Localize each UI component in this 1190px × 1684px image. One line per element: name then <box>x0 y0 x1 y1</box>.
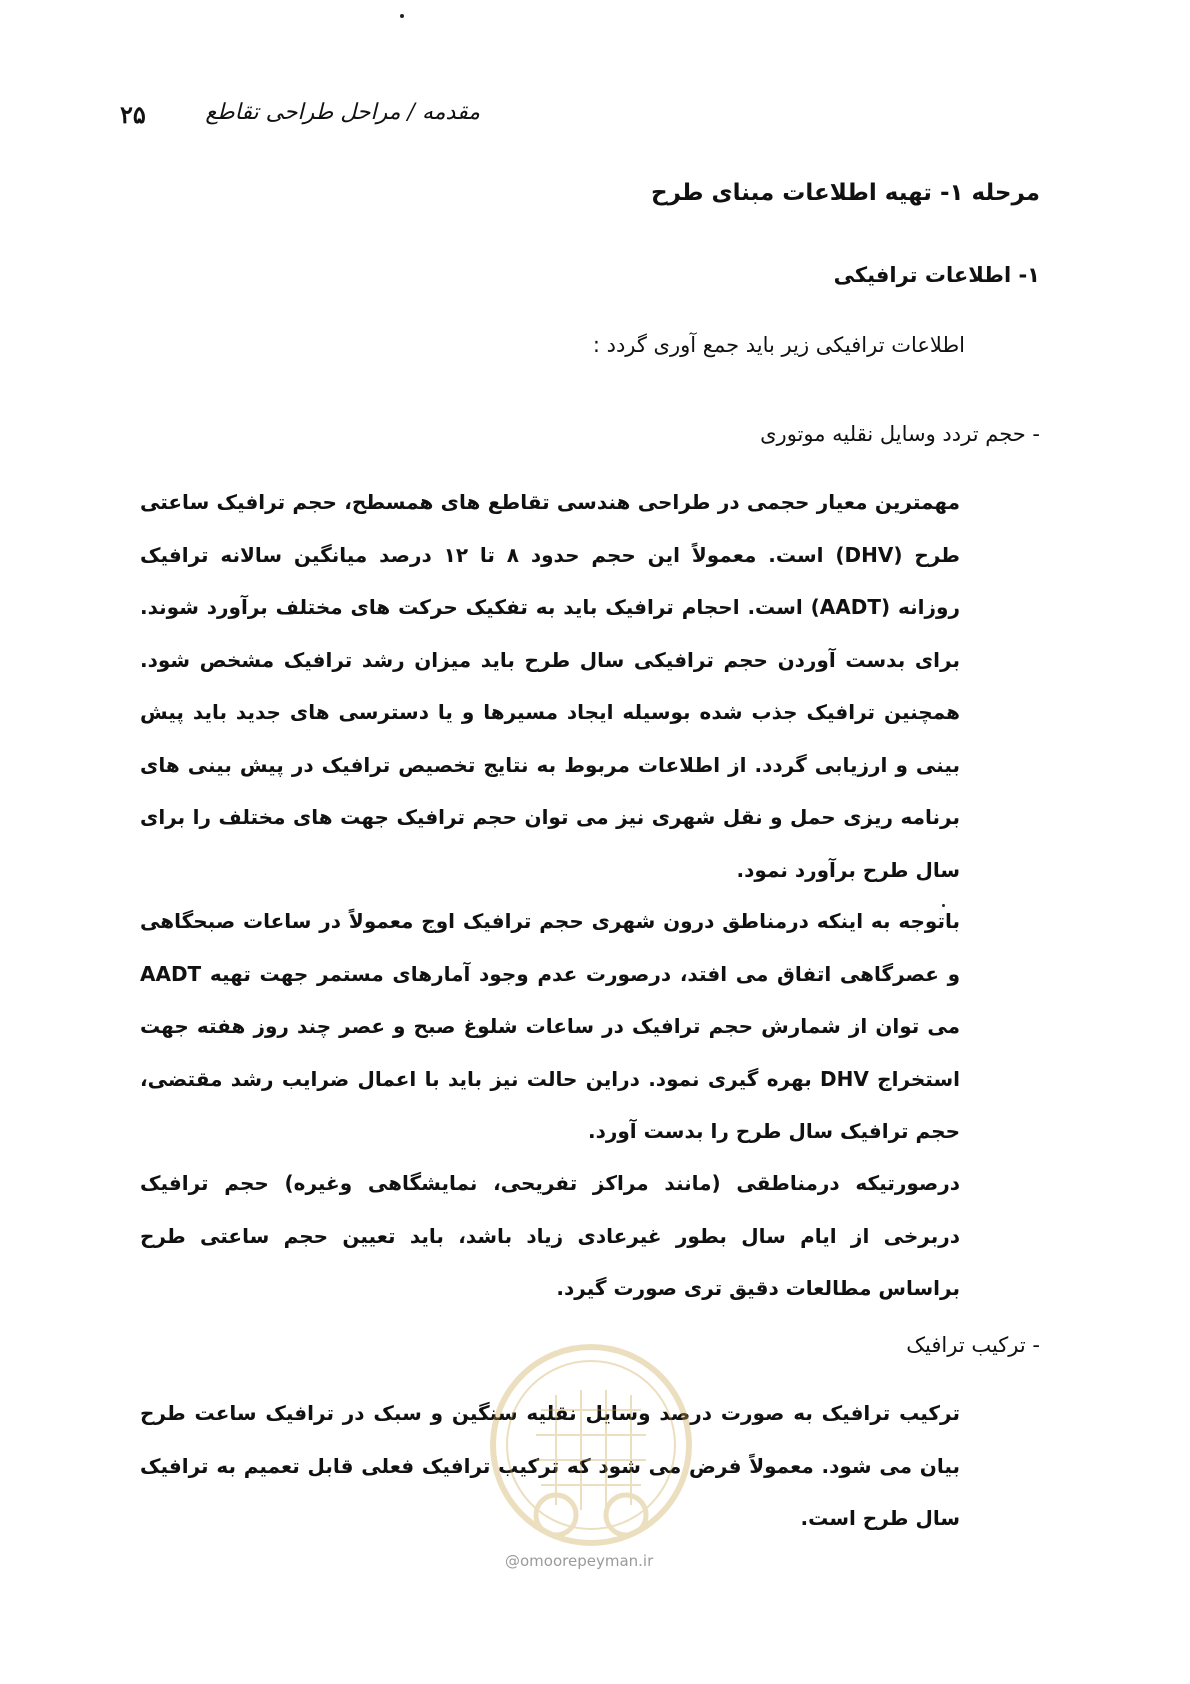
paragraph-special-areas: درصورتیکه درمناطقی (مانند مراکز تفریحی، نمایشگاهی وغیره) حجم ترافیک دربرخی از ایام سال بطور غیرعادی زیاد باشد، باید تعیین حجم ساعتی طرح براساس مطالعات دقیق تری صورت گیرد. <box>140 1171 960 1300</box>
running-header <box>120 100 480 140</box>
paragraph-design-hourly-volume: مهمترین معیار حجمی در طراحی هندسی تقاطع های همسطح، حجم ترافیک ساعتی طرح (DHV) است. معمولاً این حجم حدود ۸ تا ۱۲ درصد میانگین سالانه ترافیک روزانه (AADT) است. احجام ترافیک باید به تفکیک حرکت های مختلف برآورد شوند. برای بدست آوردن حجم ترافیکی سال طرح باید میزان رشد ترافیک مشخص شود. همچنین ترافیک جذب شده بوسیله ایجاد مسیرها و یا دسترسی های جدید باید پیش بینی و ارزیابی گردد. از اطلاعات مربوط به نتایج تخصیص ترافیک در پیش بینی های برنامه ریزی حمل و نقل شهری نیز می توان حجم ترافیک جهت های مختلف را برای سال طرح برآورد نمود. <box>140 490 961 882</box>
intro-line: اطلاعات ترافیکی زیر باید جمع آوری گردد : <box>592 333 965 357</box>
bullet-motor-vehicle-volume: - حجم تردد وسایل نقلیه موتوری <box>760 422 1040 446</box>
watermark-logo-icon <box>486 1340 696 1560</box>
section-heading: ۱- اطلاعات ترافیکی <box>833 263 1040 287</box>
running-header-title: مقدمه / مراحل طراحی تقاطع <box>205 100 480 125</box>
bullet-traffic-composition: - ترکیب ترافیک <box>906 1333 1040 1357</box>
paragraph-peak-hour-counting: باتوجه به اینکه درمناطق درون شهری حجم ترافیک اوج معمولاً در ساعات صبحگاهی و عصرگاهی اتفاق می افتد، درصورت عدم وجود آمارهای مستمر جهت تهیه AADT می توان از شمارش حجم ترافیک در ساعات شلوغ صبح و عصر چند روز هفته جهت استخراج DHV بهره گیری نمود. دراین حالت نیز باید با اعمال ضرایب رشد مقتضی، حجم ترافیک سال طرح را بدست آورد. <box>140 909 960 1143</box>
scan-speck <box>400 14 404 18</box>
watermark-url: @omoorepeyman.ir <box>505 1552 654 1570</box>
paragraph-traffic-composition: ترکیب ترافیک به صورت درصد وسایل نقلیه سنگین و سبک در ترافیک ساعت طرح بیان می شود. معمولاً فرض می شود که ترکیب ترافیک فعلی قابل تعمیم به ترافیک سال طرح است. <box>140 1401 960 1530</box>
stage-heading: مرحله ۱- تهیه اطلاعات مبنای طرح <box>651 180 1040 206</box>
page-number: ۲۵ <box>120 100 146 129</box>
